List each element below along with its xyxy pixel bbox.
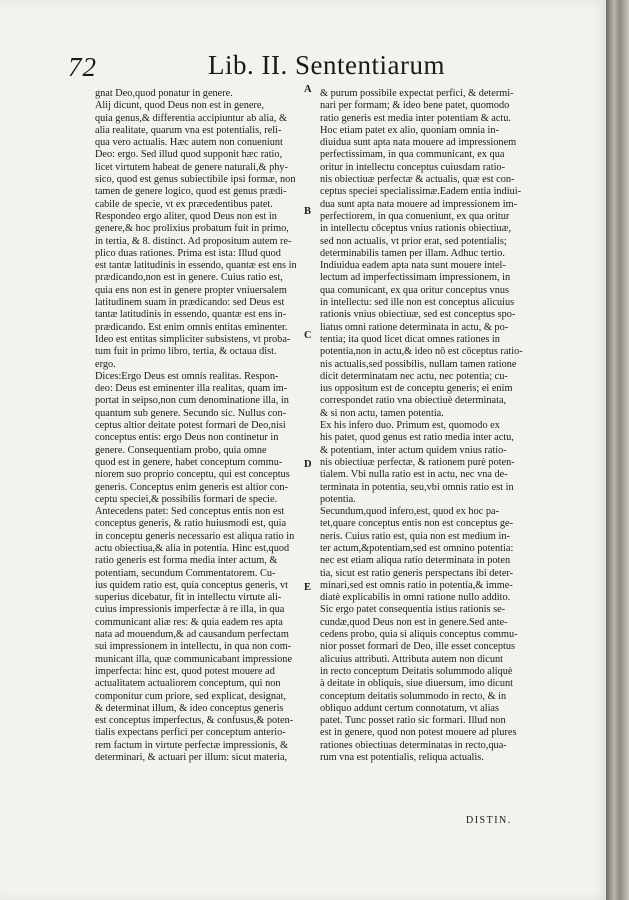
left-column-line: imperfecta: hinc est, quod potest mouere ad	[95, 665, 275, 677]
left-column-line: gnat Deo,quod ponatur in genere.	[95, 88, 233, 99]
left-column-line: genere. Consequentiam probo, quia omne	[95, 444, 267, 456]
right-column-line: obliquo addunt certum connotatum, vt alias	[320, 702, 500, 714]
margin-letter-d: D	[304, 459, 312, 470]
right-column-line: Secundum,quod infero,est, quod ex hoc pa-	[320, 506, 500, 518]
right-column-line: patet. Tunc posset ratio sic formari. Illud non	[320, 715, 506, 727]
right-column-line: alicuius attributi. Attributa autem non dicunt	[320, 653, 504, 665]
left-column-line: ratio generis est forma media inter actum, &	[95, 555, 278, 567]
left-column-line: Deo: ergo. Sed illud quod supponit hæc ratio,	[95, 149, 283, 161]
right-column-line: lectum ad imperfectissimam impressionem, in	[320, 272, 511, 284]
right-column-line: potentia,non in actu,& ideo nō est cōceptus ratio-	[320, 346, 523, 358]
left-column-line: cabile de specie, vt ex præcedentibus patet.	[95, 198, 273, 210]
right-column-line: ius oppositum est de conceptu generis; ei enim	[320, 383, 513, 395]
right-text-column	[320, 88, 535, 764]
right-column-line: minari,sed est omnis ratio in potentia,& imme-	[320, 579, 513, 591]
right-column-line: est in genere, quod non potest mouere ad plures	[320, 727, 517, 739]
left-column-line: est conceptus imperfectus, & confusus,& poten-	[95, 715, 294, 727]
right-column-line: his patet, quod genus est ratio media inter actu,	[320, 432, 514, 444]
left-column-line: genere,& hoc prolixius probatum fuit in primo,	[95, 223, 289, 235]
right-column-line: perfectiorem, in qua conueniunt, ex qua oritur	[320, 210, 510, 222]
left-column-line: sico, quod est genus subiectibile ipsi formæ, non	[95, 174, 296, 186]
right-column-line: nis obiectiuæ perfectæ, & rationem purè poten-	[320, 456, 515, 468]
margin-letter-a: A	[304, 84, 312, 95]
right-column-line: perfectissimam, in qua communicant, ex qua	[320, 149, 505, 161]
right-column-line: neris. Cuius ratio est, quia non est medium in-	[320, 530, 510, 542]
left-column-line: quantum sub genere. Secundo sic. Nullus con-	[95, 407, 287, 419]
left-column-line: alia realitate, quarum vna est potentialis, reli-	[95, 124, 282, 136]
left-column-line: Respondeo ergo aliter, quod Deus non est in	[95, 210, 277, 222]
right-column-line: tialem. Vbi nulla ratio est in actu, nec vna de-	[320, 469, 508, 481]
left-column-line: Antecedens patet: Sed conceptus entis non est	[95, 506, 285, 518]
left-column-line: in conceptu generis necessario est aliqua ratio in	[95, 530, 295, 542]
right-column-line: ceptus speciei specialissimæ.Eadem entia indiui-	[320, 186, 522, 198]
left-column-line: potentiam, secundum Commentatorem. Cu-	[95, 567, 276, 579]
right-column-line: cedens probo, quia si aliquis conceptus commu-	[320, 629, 518, 641]
running-title: Lib. II. Sententiarum	[208, 50, 445, 80]
right-column-line: in intellectu: sed ille non est conceptus alicuius	[320, 297, 515, 309]
left-column-line: licet virtutem habeat de genere naturali,& phy-	[95, 161, 288, 173]
left-column-line: tialis expectans perfici per conceptum anterio-	[95, 727, 286, 739]
right-column-line: dicit determinatam nec actu, nec potentia; cu-	[320, 370, 508, 382]
left-column-line: municant illa, quæ communicabant impressione	[95, 653, 293, 665]
right-column-line: tia, sicut est ratio generis perspectans ibi deter-	[320, 567, 514, 579]
left-column-line: superius dicebatur, fit in intellectu virtute ali-	[95, 592, 282, 604]
left-column-line: Dices:Ergo Deus est omnis realitas. Respon-	[95, 370, 279, 382]
left-column-line: cuius impressionis imperfectæ à re illa, in qua	[95, 604, 285, 616]
right-column-line: determinabilis tamen per illam. Adhuc tertio.	[320, 247, 506, 259]
left-column-line: actu obiectiua,& alia in potentia. Hinc est,quod	[95, 542, 290, 554]
left-column-line: nata ad mouendum,& ad causandum perfectam	[95, 629, 289, 641]
left-column-line: qua vero actualis. Hæc autem non conueniunt	[95, 137, 283, 149]
left-column-line: communicant aliæ res: & quia eadem res apta	[95, 616, 283, 628]
right-column-line: & purum possibile expectat perfici, & determi-	[320, 88, 514, 99]
right-column-line: qua comunicant, ex qua oritur conceptus vnus	[320, 284, 510, 296]
left-text-column	[95, 88, 307, 764]
left-column-line: generis. Conceptus enim generis est altior con-	[95, 481, 289, 493]
left-column-line: quod est in genere, habet conceptum commu-	[95, 456, 283, 468]
left-column-line: deo: Deus est eminenter illa realitas, quam im-	[95, 383, 288, 395]
left-column-line: ius quidem ratio est, quia conceptus generis, vt	[95, 579, 289, 591]
left-column-line: ceptus altior deitate potest formari de Deo,nisi	[95, 420, 286, 432]
right-column-line: à deitate in obliquis, siue diuersum, imo dicunt	[320, 678, 514, 690]
left-column-line: Alij dicunt, quod Deus non est in genere,	[95, 100, 265, 112]
left-column-line: prædicando. Est enim omnis entitas eminenter.	[95, 321, 288, 333]
right-column-line: Sic ergo patet consequentia istius rationis se-	[320, 604, 506, 616]
right-column-line: dua sunt apta nata mouere ad impressionem im-	[320, 198, 518, 210]
right-column-line: correspondet ratio vna obiectiuè determinata,	[320, 395, 507, 407]
left-column-line: prædicando,non est in genere. Cuius ratio est,	[95, 272, 283, 284]
page-number: 72	[68, 52, 97, 82]
right-column-line: oritur in intellectu conceptus cuiusdam ratio-	[320, 161, 506, 173]
margin-letter-e: E	[304, 582, 312, 593]
right-column-line: nior posset formari de Deo, ille esset conceptus	[320, 641, 516, 653]
left-column-line: rem factum in virtute perfectæ impressionis, &	[95, 739, 289, 751]
right-column-line: diatè explicabilis in omni ratione nullo addito.	[320, 592, 511, 604]
right-column-line: ratio generis est media inter potentiam & actu.	[320, 112, 512, 124]
left-column-line: quia genus,& differentia accipiuntur ab alia, &	[95, 112, 287, 124]
right-column-line: nari per formam; & ideo bene patet, quomodo	[320, 100, 510, 112]
left-column-line: in tertia, & 8. distinct. Ad propositum autem re-	[95, 235, 292, 247]
right-column-line: nec est etiam aliqua ratio determinata in poten	[320, 555, 511, 567]
right-column-line: nis actualis,sed possibilis, nullam tamen ratione	[320, 358, 517, 370]
left-column-line: sui impressionem in intellectu, in qua non com-	[95, 641, 292, 653]
left-column-line: conceptus generis, & ratio huiusmodi est, quia	[95, 518, 287, 530]
left-column-line: actualitatem actualiorem conceptum, qui non	[95, 678, 281, 690]
left-column-line: conceptus entis: ergo Deus non continetur in	[95, 432, 279, 444]
left-column-line: & determinat illum, & ideo conceptus generis	[95, 702, 284, 714]
right-column-line: & si non actu, tamen potentia.	[320, 407, 444, 419]
right-column-line: conceptum deitatis solummodo in recto, & in	[320, 690, 507, 702]
right-column-line: Hoc etiam patet ex alio, quoniam omnia in-	[320, 124, 499, 136]
left-column-line: tamen de genere logico, quod est genus prædi-	[95, 186, 287, 198]
margin-section-markers	[304, 0, 318, 900]
right-column-line: & potentiam, inter actum quidem vnius ratio-	[320, 444, 507, 456]
right-column-line: cundæ,quod Deus non est in genere.Sed ante-	[320, 616, 508, 628]
left-column-line: tantæ latitudinis in essendo, quantæ est ens in-	[95, 309, 287, 321]
left-column-line: ceptu speciei,& possibilis formari de specie.	[95, 493, 278, 505]
left-column-line: latitudinem suam in prædicando: sed Deus est	[95, 297, 285, 309]
right-column-line: in intellectu cōceptus vnius rationis obiectiuæ,	[320, 223, 512, 235]
left-column-line: niorem suo proprio conceptu, qui est conceptus	[95, 469, 290, 481]
right-column-line: rationes obiectiuas determinatas in recto,qua-	[320, 739, 507, 751]
book-binding-edge	[606, 0, 629, 900]
right-column-line: sed non actualis, vt prior erat, sed potentialis;	[320, 235, 507, 247]
right-column-line: terminata in potentia, seu,vbi omnis ratio est in	[320, 481, 514, 493]
right-column-line: nis obiectiuæ perfectæ & actualis, quæ est con-	[320, 174, 515, 186]
right-column-line: rationis vnius obiectiuæ, sed est conceptus spo-	[320, 309, 516, 321]
right-column-line: Ex his infero duo. Primum est, quomodo ex	[320, 420, 500, 432]
right-column-line: tentia; ita quod licet dicat omnes rationes in	[320, 333, 500, 345]
catchword: DISTIN.	[466, 815, 512, 826]
left-column-line: portat in seipso,non cum denominatione illa, in	[95, 395, 289, 407]
margin-letter-c: C	[304, 330, 312, 341]
right-column-line: in recto conceptum Deitatis solummodo aliquè	[320, 665, 513, 677]
right-column-line: ter actum,&potentiam,sed est omnino potentia:	[320, 542, 514, 554]
left-column-line: determinari, & actuari per illum: sicut materia,	[95, 752, 288, 764]
margin-letter-b: B	[304, 206, 312, 217]
right-column-line: rum vna est potentialis, reliqua actualis.	[320, 752, 484, 764]
left-column-line: ergo.	[95, 358, 116, 370]
right-column-line: potentia.	[320, 493, 356, 505]
left-column-line: Ideo est entitas simpliciter subsistens, vt proba-	[95, 333, 291, 345]
right-column-line: liatus omni ratione determinata in actu, & po-	[320, 321, 509, 333]
right-column-line: diuidua sunt apta nata mouere ad impressionem	[320, 137, 517, 149]
left-column-line: est tantæ latitudinis in essendo, quantæ est ens in	[95, 260, 297, 272]
right-column-line: tet,quare conceptus entis non est conceptus ge-	[320, 518, 514, 530]
left-column-line: plico duas rationes. Prima est ista: Illud quod	[95, 247, 281, 259]
left-column-line: componitur cum priore, sed explicat, designat,	[95, 690, 287, 702]
left-column-line: quia ens non est in genere propter vniuersalem	[95, 284, 287, 296]
right-column-line: Indiuidua eadem apta nata sunt mouere intel-	[320, 260, 506, 272]
left-column-line: tum fuit in primo libro, tertia, & octaua dist.	[95, 346, 277, 358]
